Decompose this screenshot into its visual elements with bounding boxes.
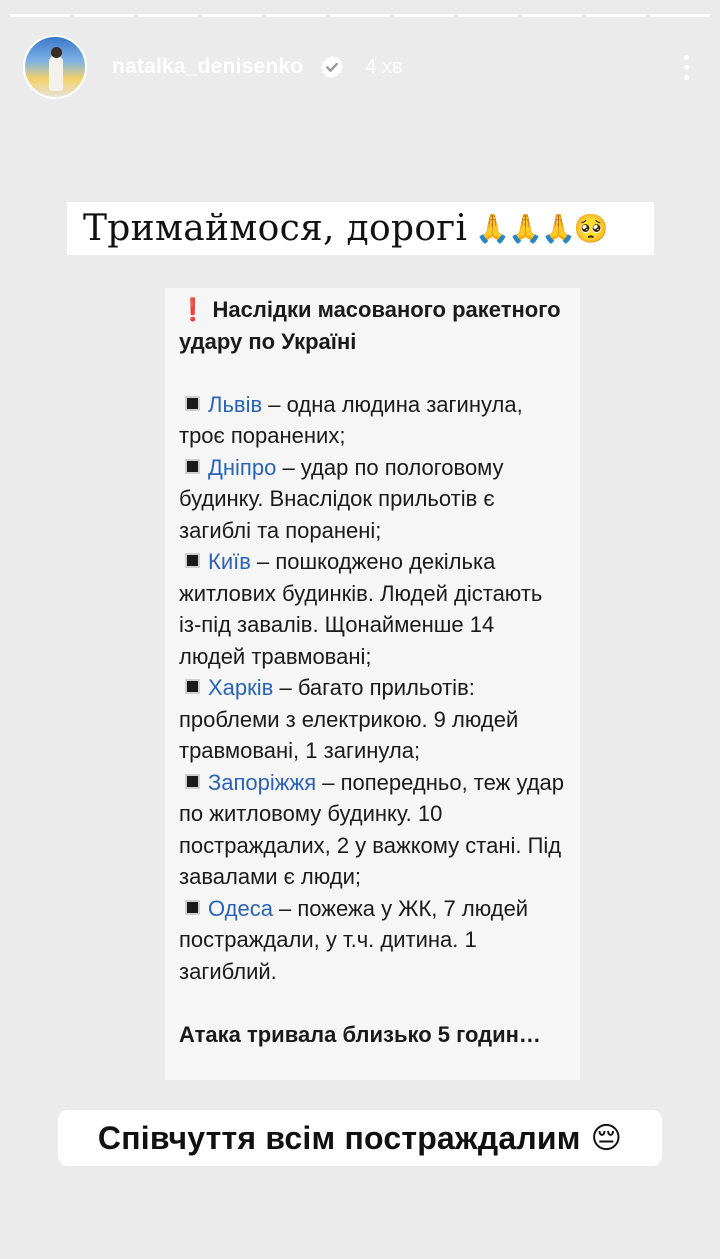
praying-hands-icon: 🙏🙏🙏🥺 bbox=[475, 213, 607, 244]
city-link[interactable]: Київ bbox=[208, 549, 251, 574]
progress-segment bbox=[586, 14, 646, 17]
list-item bbox=[179, 452, 566, 547]
progress-segment bbox=[202, 14, 262, 17]
black-square-icon bbox=[185, 900, 200, 915]
list-item-text: – пошкоджено декілька житлових будинків. Людей дістають із-під завалів. Щонайменше 14 людей травмовані; bbox=[179, 549, 543, 669]
list-item-text: – пожежа у ЖК, 7 людей постраждали, у т.ч. дитина. 1 загиблий. bbox=[179, 895, 529, 984]
progress-segment bbox=[10, 14, 70, 17]
list-item bbox=[179, 546, 566, 672]
post-time: 4 хв bbox=[365, 55, 403, 78]
avatar[interactable] bbox=[23, 35, 87, 99]
more-dot bbox=[684, 75, 689, 80]
more-dot bbox=[684, 65, 689, 70]
progress-segment bbox=[394, 14, 454, 17]
more-dot bbox=[684, 55, 689, 60]
list-item-text: – одна людина загинула, троє поранених; bbox=[179, 391, 523, 448]
black-square-icon bbox=[185, 774, 200, 789]
avatar-head bbox=[51, 47, 62, 58]
spacer bbox=[179, 357, 566, 389]
city-link[interactable]: Харків bbox=[208, 675, 274, 700]
post-headline-text: Наслідки масованого ракетного удару по Україні bbox=[179, 297, 561, 354]
black-square-icon bbox=[185, 396, 200, 411]
post-footer: Атака тривала близько 5 годин… bbox=[179, 1021, 541, 1047]
avatar-figure bbox=[49, 55, 63, 91]
title-sticker-text: Тримаймося, дорогі bbox=[83, 208, 468, 249]
list-item bbox=[179, 767, 566, 893]
story-header bbox=[23, 35, 690, 99]
reposted-post-card bbox=[165, 288, 580, 1080]
username[interactable]: natalka_denisenko bbox=[112, 55, 304, 78]
list-item bbox=[179, 672, 566, 767]
title-sticker bbox=[67, 202, 654, 255]
verified-badge-icon bbox=[319, 54, 345, 80]
condolence-sticker-text: Співчуття всім постраждалим bbox=[97, 1119, 581, 1156]
story-progress-bar bbox=[10, 14, 710, 17]
progress-segment bbox=[138, 14, 198, 17]
post-headline bbox=[179, 294, 566, 357]
exclamation-icon: ❗ bbox=[179, 297, 207, 322]
list-item bbox=[179, 893, 566, 988]
condolence-sticker bbox=[58, 1110, 662, 1166]
progress-segment bbox=[330, 14, 390, 17]
pensive-face-icon: 😔 bbox=[590, 1121, 623, 1155]
progress-segment bbox=[458, 14, 518, 17]
city-link[interactable]: Запоріжжя bbox=[208, 769, 317, 795]
city-link[interactable]: Львів bbox=[208, 391, 263, 417]
progress-segment bbox=[266, 14, 326, 17]
black-square-icon bbox=[185, 679, 200, 694]
spacer bbox=[179, 987, 566, 1019]
progress-segment bbox=[522, 14, 582, 17]
black-square-icon bbox=[185, 553, 200, 568]
progress-segment bbox=[74, 14, 134, 17]
black-square-icon bbox=[185, 459, 200, 474]
progress-segment bbox=[650, 14, 710, 17]
city-link[interactable]: Дніпро bbox=[208, 454, 277, 480]
list-item bbox=[179, 389, 566, 452]
list-item-text: – удар по пологовому будинку. Внаслідок прильотів є загиблі та поранені; bbox=[179, 454, 504, 543]
more-vertical-icon[interactable] bbox=[682, 55, 690, 80]
list-item-text: – багато прильотів: проблеми з електрикою. 9 людей травмовані, 1 загинула; bbox=[179, 675, 519, 763]
list-item-text: – попередньо, теж удар по житловому будинку. 10 постраждалих, 2 у важкому стані. Під завалами є люди; bbox=[179, 769, 565, 889]
city-link[interactable]: Одеса bbox=[208, 895, 273, 921]
